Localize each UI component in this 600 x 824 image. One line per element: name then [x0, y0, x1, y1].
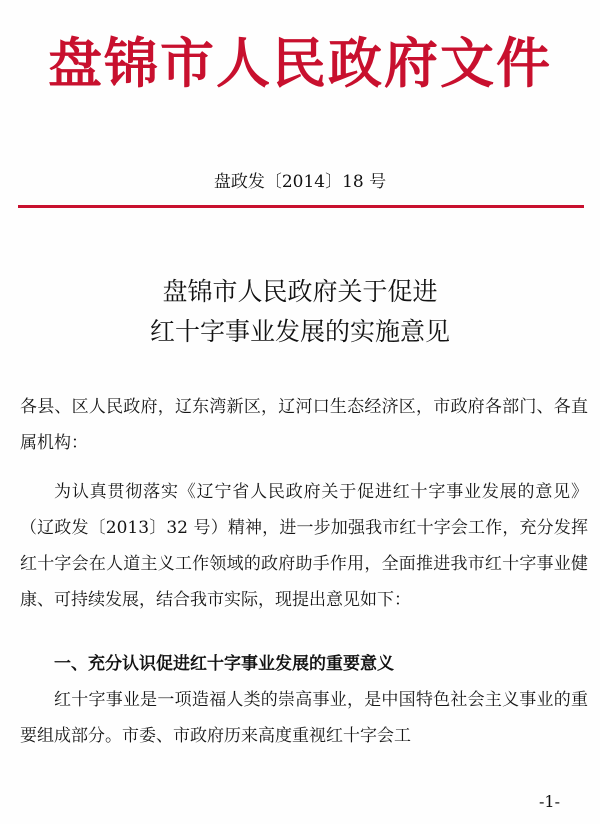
red-divider-line — [18, 205, 584, 208]
section-1-paragraph: 红十字事业是一项造福人类的崇高事业，是中国特色社会主义事业的重要组成部分。市委、市政府历来高度重视红十字会工 — [20, 690, 588, 746]
addressee-paragraph: 各县、区人民政府，辽东湾新区，辽河口生态经济区，市政府各部门、各直属机构： — [20, 397, 588, 453]
page-number: -1- — [539, 792, 560, 811]
section-heading-1: 一、充分认识促进红十字事业发展的重要意义 — [54, 654, 394, 674]
document-title-line-1: 盘锦市人民政府关于促进 — [162, 277, 438, 306]
intro-paragraph: 为认真贯彻落实《辽宁省人民政府关于促进红十字事业发展的意见》（辽政发〔2013〕32 号）精神，进一步加强我市红十字会工作，充分发挥红十字会在人道主义工作领域的政府助手作用，全面推进我市红十字事业健康、可持续发展，结合我市实际，现提出意见如下： — [20, 482, 588, 610]
issuing-authority-header: 盘锦市人民政府文件 — [48, 32, 552, 95]
document-number: 盘政发〔2014〕18 号 — [213, 172, 387, 192]
document-title-line-2: 红十字事业发展的实施意见 — [149, 317, 450, 346]
